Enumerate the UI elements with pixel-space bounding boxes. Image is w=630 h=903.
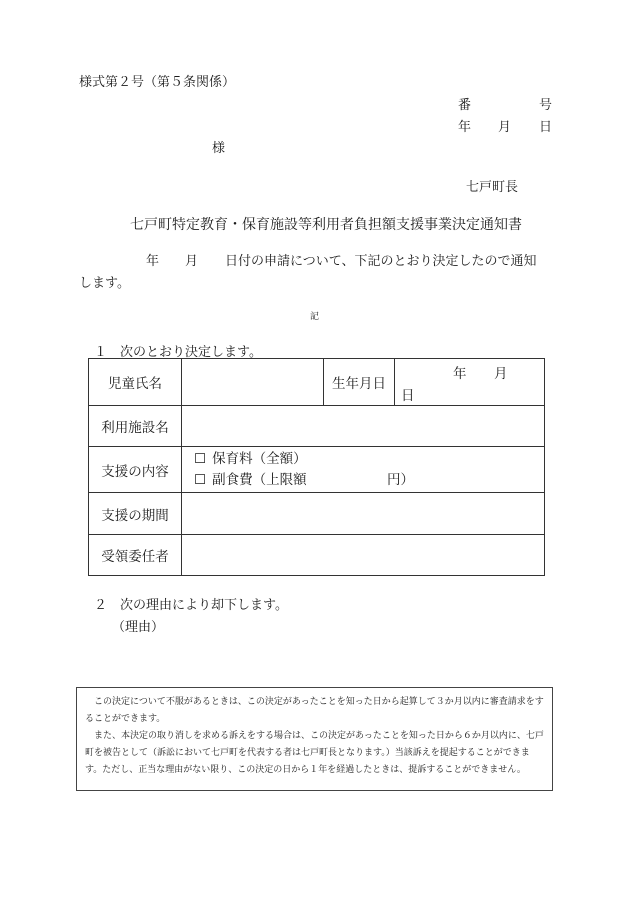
option-fee-full[interactable] — [194, 449, 544, 470]
reason-label: （理由） — [112, 620, 165, 635]
document-title: 七戸町特定教育・保育施設等利用者負担額支援事業決定通知書 — [130, 217, 522, 233]
checkbox-icon[interactable]: ☐ — [194, 471, 207, 488]
intro-year: 年 — [146, 254, 160, 269]
support-period-label: 支援の期間 — [89, 493, 182, 535]
child-name-field[interactable] — [182, 359, 324, 406]
section2-heading: ２ 次の理由により却下します。 — [94, 598, 288, 613]
date-month-label: 月 — [498, 120, 512, 135]
facility-label: 利用施設名 — [89, 406, 182, 447]
notice-paragraph-2: また、本決定の取り消しを求める訴えをする場合は、この決定があったことを知った日から６か月以内に、七戸町を被告として（訴訟において七戸町を代表する者は七戸町長となります。）当該訴えを提起することができます。ただし、正当な理由がない限り、この決定の日から１年を経過したときは、提訴することができません。 — [85, 731, 544, 775]
proxy-label: 受領委任者 — [89, 535, 182, 576]
checkbox-icon[interactable]: ☐ — [194, 450, 207, 467]
birth-year-label: 年 — [453, 366, 467, 382]
support-period-field[interactable] — [182, 493, 545, 535]
birthdate-label: 生年月日 — [324, 359, 395, 406]
birth-day-label: 日 — [401, 388, 415, 404]
table-row — [89, 447, 545, 493]
option-fee-full-label: 保育料（全額） — [212, 450, 307, 467]
section1-heading: １ 次のとおり決定します。 — [94, 345, 262, 360]
table-row — [89, 493, 545, 535]
issuer-name: 七戸町長 — [466, 180, 519, 195]
child-name-label: 児童氏名 — [89, 359, 182, 406]
number-left-label: 番 — [458, 98, 472, 113]
birth-month-label: 月 — [494, 366, 508, 382]
appeal-notice-box — [76, 687, 553, 791]
support-content-label: 支援の内容 — [89, 447, 182, 493]
support-content-field — [182, 447, 545, 493]
table-row — [89, 406, 545, 447]
option-side-dish-label: 副食費（上限額 — [212, 471, 307, 488]
intro-month: 月 — [185, 254, 199, 269]
birthdate-field[interactable] — [395, 359, 545, 406]
intro-line1: 日付の申請について、下記のとおり決定したので通知 — [225, 254, 537, 269]
proxy-field[interactable] — [182, 535, 545, 576]
date-year-label: 年 — [458, 120, 472, 135]
ki-heading: 記 — [310, 312, 320, 322]
option-side-dish-yen: 円） — [387, 471, 414, 488]
decision-table — [88, 358, 545, 576]
number-right-label: 号 — [539, 98, 553, 113]
table-row — [89, 359, 545, 406]
date-day-label: 日 — [539, 120, 553, 135]
table-row — [89, 535, 545, 576]
notice-paragraph-1: この決定について不服があるときは、この決定があったことを知った日から起算して３か月以内に審査請求をすることができます。 — [85, 697, 544, 724]
form-number: 様式第２号（第５条関係） — [79, 75, 236, 90]
intro-line2: します。 — [79, 276, 130, 291]
addressee-suffix: 様 — [212, 141, 226, 156]
option-side-dish[interactable] — [194, 470, 544, 491]
facility-field[interactable] — [182, 406, 545, 447]
